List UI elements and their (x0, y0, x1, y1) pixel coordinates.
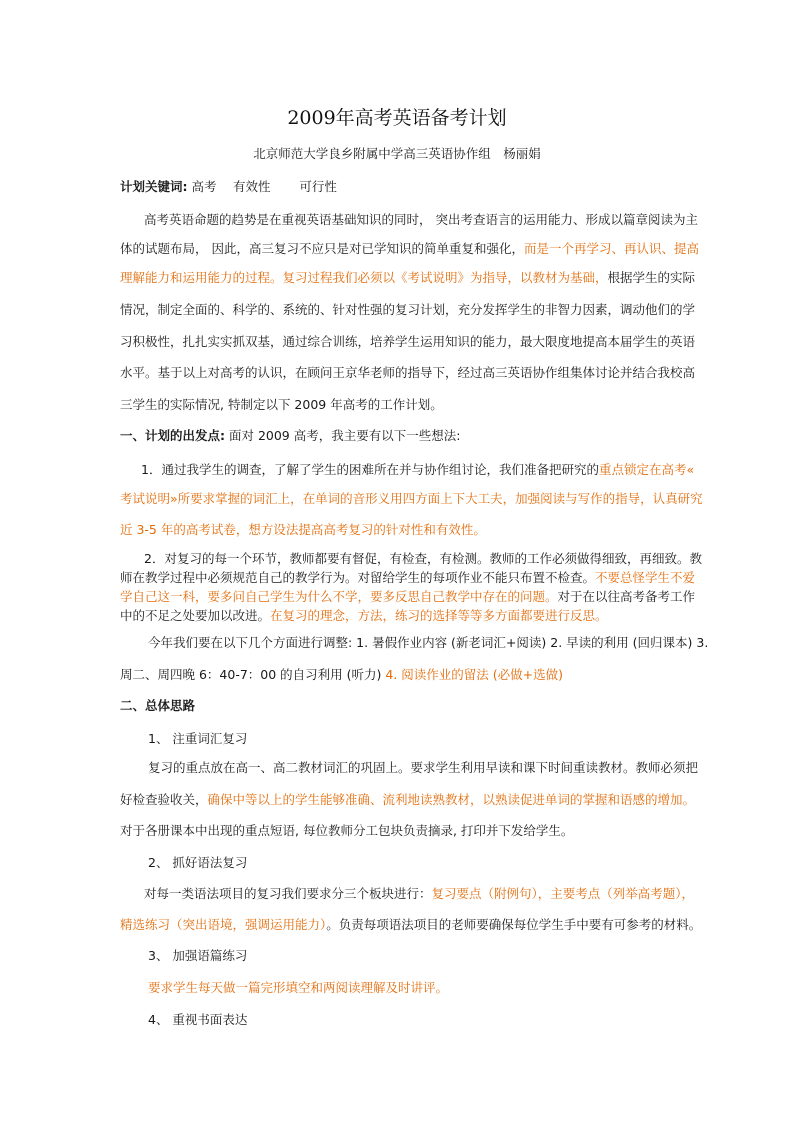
text-span: 好检查验收关， (120, 792, 208, 807)
section-1-p1-line (120, 491, 703, 507)
subsection-line (120, 917, 701, 933)
text-span: 2、 抓好语法复习 (148, 855, 248, 870)
text-span: 水平。基于以上对高考的认识，在顾问王京华老师的指导下，经过高三英语协作组集体讨论并结合我校高 (120, 365, 696, 380)
highlight-span: 重点锁定在高考« (598, 462, 695, 477)
text-span: 3、 加强语篇练习 (148, 948, 248, 963)
text-span: 1、 注重词汇复习 (148, 731, 248, 746)
highlight-span: 不要总怪学生不爱 (595, 570, 696, 585)
highlight-span: 复习过程我们必须以《考试说明》为指导，以教材为基础， (282, 270, 608, 285)
subsection-heading (148, 855, 247, 871)
highlight-span: 复习要点（附例句），主要考点（列举高考题）， (431, 886, 695, 901)
subsection-heading (148, 1012, 247, 1028)
section-1-p3-line (148, 635, 708, 651)
section-1-p2-line (120, 570, 695, 586)
highlight-span: 确保中等以上的学生能够准确、流利地读熟教材，以熟读促进单词的掌握和语感的增加。 (207, 792, 696, 807)
text-span: 中的不足之处要加以改进。 (120, 608, 271, 623)
text-span: 4、 重视书面表达 (148, 1012, 248, 1027)
intro-line (120, 270, 695, 286)
text-span: 高考英语命题的趋势是在重视英语基础知识的同时， 突出考查语言的运用能力、形成以篇章阅读为主 (144, 212, 698, 227)
highlight-span: 近 3-5 年的高考试卷，想方设法提高高考复习的针对性和有效性。 (120, 522, 486, 537)
section-1-p1-line (120, 522, 486, 538)
intro-line (120, 334, 695, 350)
section-1-p1-line (141, 462, 694, 478)
text-span: 师在教学过程中必须规范自己的教学行为。对留给学生的每项作业不能只布置不检查。 (120, 570, 596, 585)
text-span: 情况，制定全面的、科学的、系统的、针对性强的复习计划，充分发挥学生的非智力因素，调动他们的学 (120, 302, 696, 317)
document-title: 2009年高考英语备考计划 (287, 107, 507, 129)
subsection-line (120, 823, 573, 839)
section-heading-label: 一、计划的出发点: (120, 428, 225, 443)
intro-line (120, 241, 699, 257)
text-span: 对每一类语法项目的复习我们要求分三个板块进行： (144, 886, 432, 901)
text-span: 1．通过我学生的调查，了解了学生的困难所在并与协作组讨论，我们准备把研究的 (141, 462, 599, 477)
highlight-span: 要求学生每天做一篇完形填空和两阅读理解及时讲评。 (148, 980, 449, 995)
section-1-heading (120, 428, 460, 444)
text-span: 。负责每项语法项目的老师要确保每位学生手中要有可参考的材料。 (326, 917, 702, 932)
highlight-span: 学自己这一科，要多问自己学生为什么不学，要多反思自己教学中存在的问题。 (120, 589, 558, 604)
intro-line (120, 302, 695, 318)
keywords-label: 计划关键词: (120, 179, 188, 194)
text-span: 2．对复习的每一个环节，教师都要有督促，有检查，有检测。教师的工作必须做得细致，再细致。教 (144, 551, 702, 566)
section-1-p2-line (120, 608, 608, 624)
highlight-span: 而是一个再学习、再认识、提高 (523, 241, 699, 256)
document-author: 北京师范大学良乡附属中学高三英语协作组 杨丽娟 (253, 146, 541, 161)
highlight-span: 在复习的理念，方法，练习的选择等等多方面都要进行反思。 (270, 608, 608, 623)
section-2-heading (120, 698, 195, 714)
section-1-p3-line (120, 667, 563, 683)
subsection-heading (148, 948, 247, 964)
highlight-span: 精选练习（突出语境，强调运用能力） (120, 917, 327, 932)
text-span: 三学生的实际情况, 特制定以下 2009 年高考的工作计划。 (120, 397, 443, 412)
section-heading-label: 二、总体思路 (120, 698, 196, 713)
highlight-span: 考试说明»所要求掌握的词汇上，在单词的音形义用四方面上下大工夫，加强阅读与写作的指导，认真研究 (120, 491, 703, 506)
section-1-p2-line (144, 551, 702, 567)
highlight-span: 理解能力和运用能力的过程。 (120, 270, 283, 285)
subsection-heading (148, 731, 247, 747)
intro-line (144, 212, 698, 228)
text-span: 今年我们要在以下几个方面进行调整: 1. 暑假作业内容 (新老词汇+阅读) 2. 早读的利用 (回归课本) 3. (148, 635, 709, 650)
keywords-line (120, 179, 337, 195)
text-span: 复习的重点放在高一、高二教材词汇的巩固上。要求学生利用早读和课下时间重读教材。教师必须把 (148, 760, 699, 775)
subsection-line (148, 760, 698, 776)
subsection-line (144, 886, 694, 902)
intro-line (120, 365, 695, 381)
highlight-span: 4. 阅读作业的留法 (必做+选做) (385, 667, 563, 682)
subsection-line (148, 980, 448, 996)
intro-line (120, 397, 443, 413)
text-span: 对于在以往高考备考工作 (557, 589, 696, 604)
text-span: 对于各册课本中出现的重点短语, 每位教师分工包块负责摘录, 打印并下发给学生。 (120, 823, 574, 838)
text-span: 体的试题布局， 因此，高三复习不应只是对已学知识的简单重复和强化， (120, 241, 524, 256)
text-span: 根据学生的实际 (607, 270, 696, 285)
section-1-p2-line (120, 589, 695, 605)
text-span: 面对 2009 高考，我主要有以下一些想法: (225, 428, 461, 443)
text-span: 周二、周四晚 6：40-7：00 的自习利用 (听力) (120, 667, 386, 682)
subsection-line (120, 792, 695, 808)
text-span: 习积极性，扎扎实实抓双基，通过综合训练，培养学生运用知识的能力，最大限度地提高本届学生的英语 (120, 334, 696, 349)
keywords-values: 高考 有效性 可行性 (191, 179, 337, 194)
